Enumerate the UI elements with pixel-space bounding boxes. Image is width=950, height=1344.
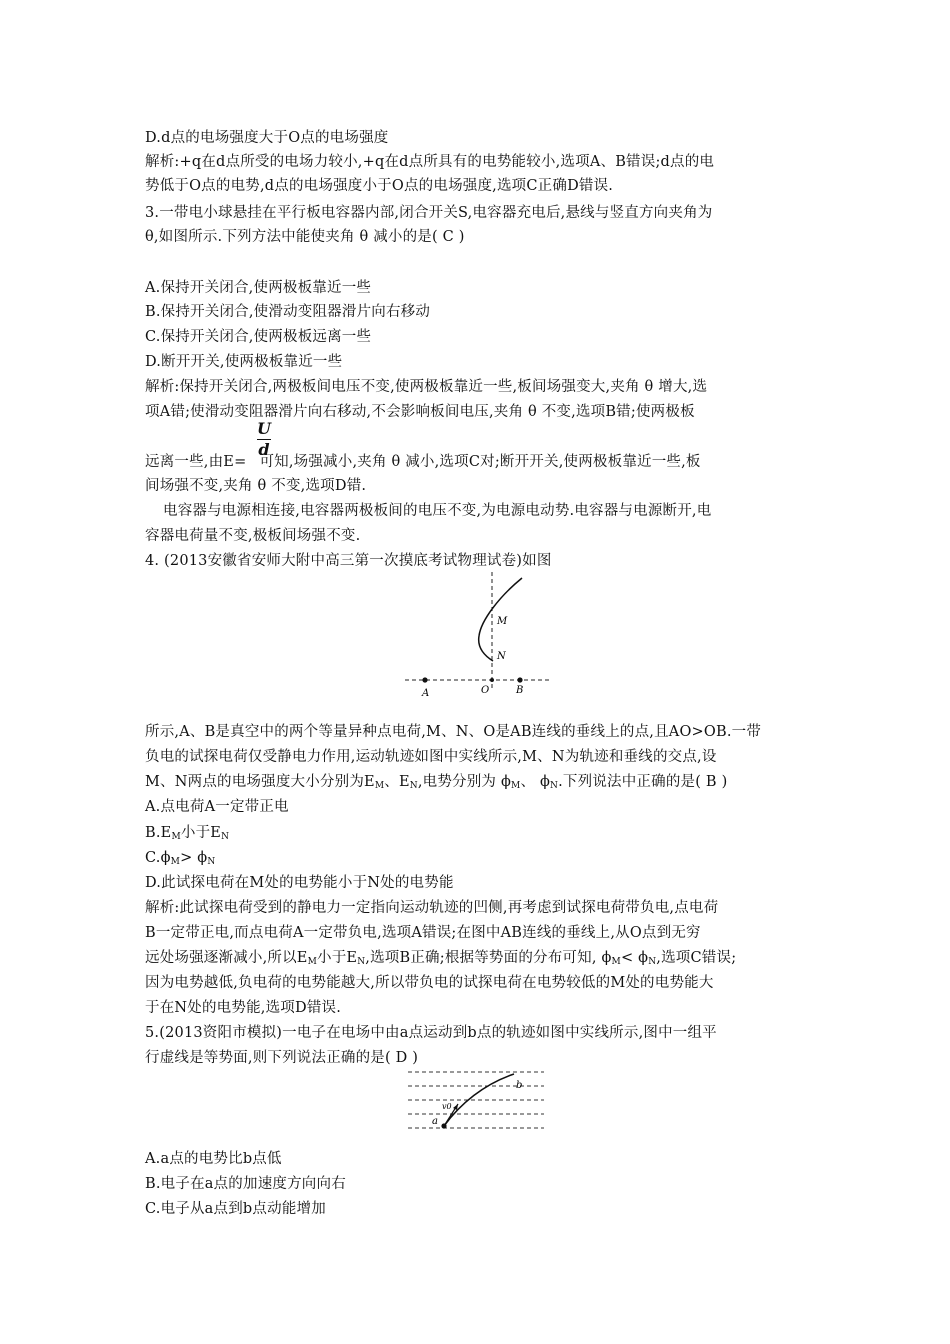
question-4-stem: 4. (2013安徽省安师大附中高三第一次摸底考试物理试卷)如图: [145, 553, 552, 569]
q4-analysis-line-5: 于在N处的电势能,选项D错误.: [145, 1000, 342, 1016]
q4-question-end: .下列说法中正确的是( B ): [558, 774, 728, 790]
q4-option-d: D.此试探电荷在M处的电势能小于N处的电势能: [145, 875, 454, 891]
question-5-stem: 5.(2013资阳市模拟)一电子在电场中由a点运动到b点的轨迹如图中实线所示,图中一组平: [145, 1025, 717, 1041]
q4-analysis-line-3: [145, 948, 825, 972]
q4-stem-line-4: [145, 772, 825, 796]
q4-option-c-mid: > ϕ: [180, 850, 208, 866]
q5-figure: [408, 1068, 544, 1134]
q4-stem-line-4-start: M、N两点的电场强度大小分别为E: [145, 774, 375, 790]
subscript-m2: M: [511, 781, 521, 791]
q4-option-b-mid: 小于E: [180, 825, 222, 841]
q4-figure: [405, 572, 550, 700]
subscript-m: M: [170, 857, 181, 867]
q4-stem-line-3: 负电的试探电荷仅受静电力作用,运动轨迹如图中实线所示,M、N为轨迹和垂线的交点,设: [145, 749, 717, 765]
point-o-label: O: [481, 685, 490, 696]
question-5-stem-cont: 行虚线是等势面,则下列说法正确的是( D ): [145, 1050, 419, 1066]
subscript-m2: M: [611, 957, 621, 967]
q4-option-b: [145, 823, 825, 847]
subscript-n: N: [409, 781, 418, 791]
fraction-numerator: U: [257, 419, 271, 438]
q3-option-c: C.保持开关闭合,使两极板远离一些: [145, 329, 372, 345]
subscript-n: N: [357, 957, 366, 967]
q5-option-c: C.电子从a点到b点动能增加: [145, 1201, 326, 1217]
q3-analysis-line-3: [145, 452, 825, 472]
point-m-label: M: [497, 616, 508, 627]
q3-summary-line-1: 电容器与电源相连接,电容器两极板间的电压不变,为电源电动势.电容器与电源断开,电: [163, 503, 712, 519]
subscript-m: M: [307, 957, 318, 967]
analysis-text: 解析:+q在d点所受的电场力较小,+q在d点所具有的电势能较小,选项A、B错误;d点的电: [145, 154, 715, 170]
q4-analysis-mid: 小于E: [317, 950, 358, 966]
analysis-text-cont: 势低于O点的电势,d点的电场强度小于O点的电场强度,选项C正确D错误.: [145, 178, 614, 194]
point-b-label: B: [516, 685, 524, 696]
q4-option-b-start: B.E: [145, 825, 172, 841]
subscript-m: M: [171, 832, 181, 842]
q3-analysis-line-2: 项A错;使滑动变阻器滑片向右移动,不会影响板间电压,夹角 θ 不变,选项B错;使两极板: [145, 404, 695, 420]
q5-option-b: B.电子在a点的加速度方向向右: [145, 1176, 346, 1192]
q4-analysis-lt: < ϕ: [620, 950, 649, 966]
q4-analysis-tail: ,选项B正确;根据等势面的分布可知, ϕ: [365, 950, 612, 966]
q4-analysis-line-2: B一定带正电,而点电荷A一定带负电,选项A错误;在图中AB连线的垂线上,从O点到无穷: [145, 925, 701, 941]
q3-analysis-line-4: 间场强不变,夹角 θ 不变,选项D错.: [145, 478, 367, 494]
q4-analysis-line-4: 因为电势越低,负电荷的电势能越大,所以带负电的试探电荷在电势较低的M处的电势能大: [145, 975, 714, 991]
q4-sep: 、E: [384, 774, 410, 790]
q3-analysis-line-1: 解析:保持开关闭合,两极板间电压不变,使两极板靠近一些,板间场强变大,夹角 θ 增大,选: [145, 379, 708, 395]
q3-summary-line-2: 容器电荷量不变,极板间场强不变.: [145, 528, 361, 544]
point-a-label: A: [422, 688, 430, 699]
q4-stem-line-2: 所示,A、B是真空中的两个等量异种点电荷,M、N、O是AB连线的垂线上的点,且AO>OB.一带: [145, 724, 762, 740]
q4-analysis-line-3-start: 远处场强逐渐减小,所以E: [145, 950, 308, 966]
subscript-n2: N: [550, 781, 559, 791]
q3-option-b: B.保持开关闭合,使滑动变阻器滑片向右移动: [145, 304, 431, 320]
point-b-label: b: [516, 1080, 523, 1091]
q4-option-a: A.点电荷A一定带正电: [145, 799, 289, 815]
question-3-stem: 3.一带电小球悬挂在平行板电容器内部,闭合开关S,电容器充电后,悬线与竖直方向夹角为: [145, 205, 713, 221]
subscript-n: N: [207, 857, 216, 867]
q3-option-a: A.保持开关闭合,使两极板靠近一些: [145, 280, 372, 296]
q4-option-c-start: C.ϕ: [145, 850, 171, 866]
question-3-stem-cont: θ,如图所示.下列方法中能使夹角 θ 减小的是( C ): [145, 229, 465, 245]
q4-analysis-end: ,选项C错误;: [656, 950, 737, 966]
q3-analysis-line-3-end: 可知,场强减小,夹角 θ 减小,选项C对;断开开关,使两极板靠近一些,板: [259, 454, 701, 470]
q4-sep2: 、 ϕ: [520, 774, 551, 790]
point-a-label: a: [432, 1116, 438, 1127]
q4-potential-text: ,电势分别为 ϕ: [417, 774, 512, 790]
q3-analysis-line-3-start: 远离一些,由E=: [145, 454, 247, 470]
option-d-text: D.d点的电场强度大于O点的电场强度: [145, 130, 389, 146]
fraction-denominator: d: [258, 440, 270, 459]
subscript-n: N: [221, 832, 230, 842]
q4-option-c: [145, 848, 825, 872]
q4-analysis-line-1: 解析:此试探电荷受到的静电力一定指向运动轨迹的凹侧,再考虑到试探电荷带负电,点电荷: [145, 900, 719, 916]
point-n-label: N: [497, 651, 506, 662]
subscript-m: M: [374, 781, 385, 791]
q3-option-d: D.断开开关,使两极板靠近一些: [145, 354, 343, 370]
q5-option-a: A.a点的电势比b点低: [145, 1151, 282, 1167]
subscript-n2: N: [648, 957, 657, 967]
velocity-label: v0: [442, 1102, 452, 1111]
